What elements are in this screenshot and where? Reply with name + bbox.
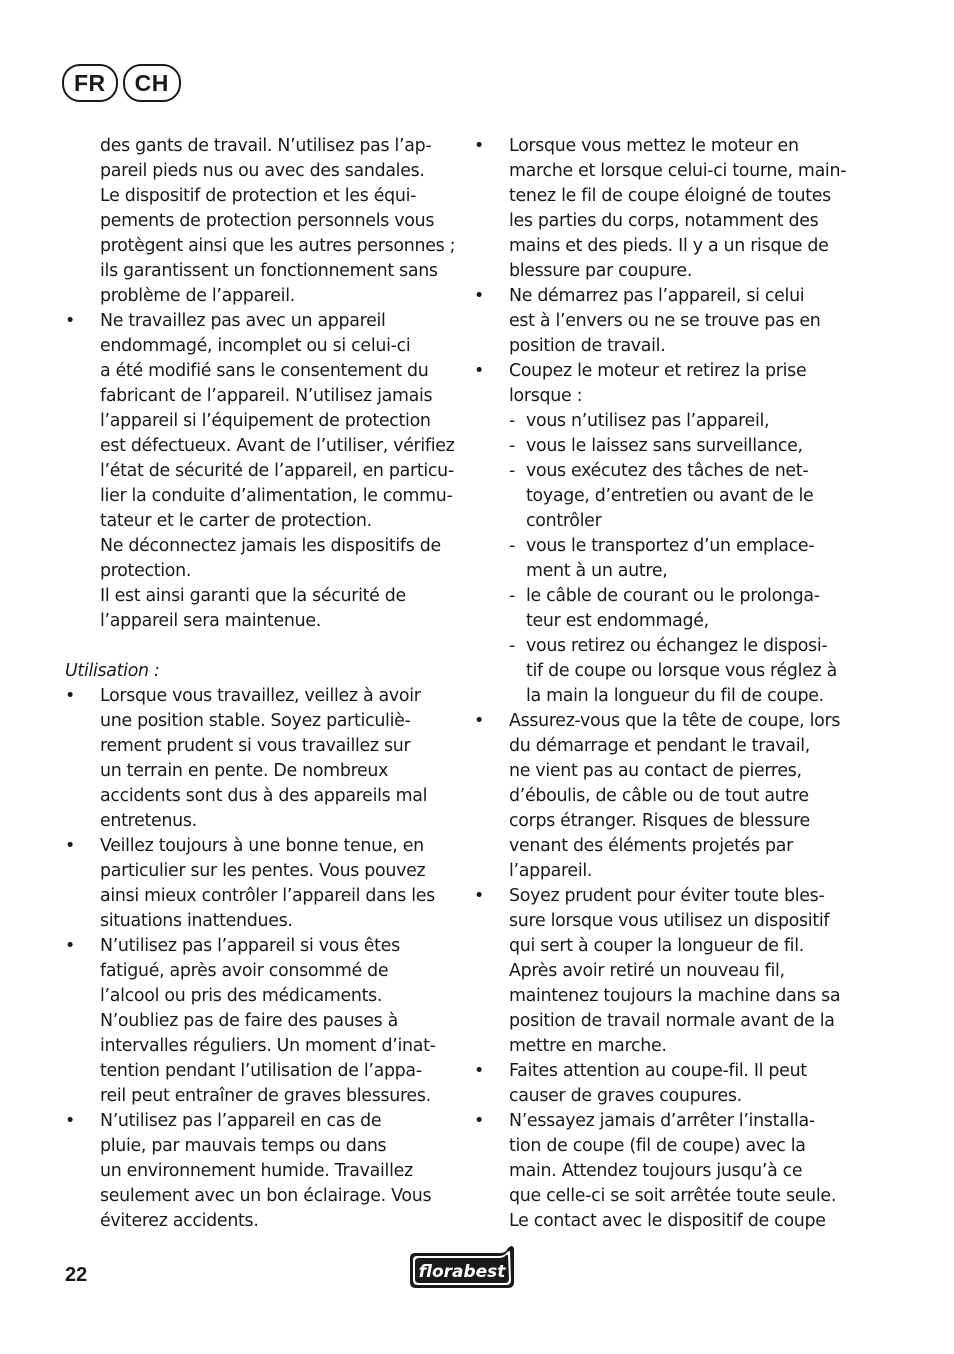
text-line: N’utilisez pas l’appareil si vous êtes bbox=[100, 936, 400, 956]
dash-icon: - bbox=[509, 461, 515, 481]
language-badge-fr: FR bbox=[62, 64, 118, 102]
text-line: pareil pieds nus ou avec des sandales. bbox=[100, 161, 425, 181]
logo-text: florabest bbox=[418, 1262, 506, 1282]
bullet-item bbox=[65, 1109, 460, 1234]
sub-list-item bbox=[509, 634, 874, 709]
text-line: mains et des pieds. Il y a un risque de bbox=[509, 236, 829, 256]
text-line: vous n’utilisez pas l’appareil, bbox=[526, 411, 770, 431]
text-line: position de travail normale avant de la bbox=[509, 1011, 835, 1031]
bullet-item bbox=[65, 309, 460, 634]
text-line: qui sert à couper la longueur de fil. bbox=[509, 936, 804, 956]
text-line: endommagé, incomplet ou si celui-ci bbox=[100, 336, 411, 356]
text-line: pluie, par mauvais temps ou dans bbox=[100, 1136, 387, 1156]
text-line: N’essayez jamais d’arrêter l’installa- bbox=[509, 1111, 815, 1131]
text-line: N’utilisez pas l’appareil en cas de bbox=[100, 1111, 382, 1131]
text-line: Assurez-vous que la tête de coupe, lors bbox=[509, 711, 841, 731]
bullet-item bbox=[474, 709, 874, 884]
dash-icon: - bbox=[509, 411, 515, 431]
text-line: tenez le fil de coupe éloigné de toutes bbox=[509, 186, 831, 206]
bullet-icon: • bbox=[474, 286, 484, 306]
bullet-icon: • bbox=[65, 1111, 75, 1131]
florabest-logo bbox=[404, 1244, 520, 1290]
text-line: intervalles réguliers. Un moment d’inat- bbox=[100, 1036, 436, 1056]
text-line: un terrain en pente. De nombreux bbox=[100, 761, 389, 781]
text-line: lier la conduite d’alimentation, le commu- bbox=[100, 486, 453, 506]
text-line: Après avoir retiré un nouveau fil, bbox=[509, 961, 785, 981]
paragraph-spacer bbox=[65, 634, 460, 659]
bullet-icon: • bbox=[474, 361, 484, 381]
sub-list-item bbox=[509, 584, 874, 634]
text-line: ne vient pas au contact de pierres, bbox=[509, 761, 802, 781]
bullet-item bbox=[474, 1059, 874, 1109]
text-line: Il est ainsi garanti que la sécurité de bbox=[100, 586, 406, 606]
text-line: la main la longueur du fil de coupe. bbox=[526, 686, 824, 706]
text-line: le câble de courant ou le prolonga- bbox=[526, 586, 820, 606]
bullet-icon: • bbox=[474, 1061, 484, 1081]
text-line: contrôler bbox=[526, 511, 602, 531]
bullet-icon: • bbox=[65, 836, 75, 856]
bullet-item bbox=[474, 134, 874, 284]
dash-icon: - bbox=[509, 586, 515, 606]
text-line: d’éboulis, de câble ou de tout autre bbox=[509, 786, 809, 806]
text-line: Le dispositif de protection et les équi- bbox=[100, 186, 417, 206]
text-line: lorsque : bbox=[509, 386, 583, 406]
text-line: vous le laissez sans surveillance, bbox=[526, 436, 803, 456]
text-line: teur est endommagé, bbox=[526, 611, 709, 631]
text-line: a été modifié sans le consentement du bbox=[100, 361, 429, 381]
bullet-item bbox=[65, 684, 460, 834]
sub-list-item bbox=[509, 409, 874, 434]
text-line: vous le transportez d’un emplace- bbox=[526, 536, 815, 556]
page-number: 22 bbox=[65, 1264, 88, 1286]
bullet-item bbox=[474, 284, 874, 359]
dash-icon: - bbox=[509, 536, 515, 556]
text-line: tention pendant l’utilisation de l’appa- bbox=[100, 1061, 422, 1081]
text-line: venant des éléments projetés par bbox=[509, 836, 793, 856]
text-line: Lorsque vous travaillez, veillez à avoir bbox=[100, 686, 421, 706]
text-line: Faites attention au coupe-fil. Il peut bbox=[509, 1061, 807, 1081]
text-line: reil peut entraîner de graves blessures. bbox=[100, 1086, 431, 1106]
text-line: est à l’envers ou ne se trouve pas en bbox=[509, 311, 821, 331]
text-line: tif de coupe ou lorsque vous réglez à bbox=[526, 661, 838, 681]
text-line: Lorsque vous mettez le moteur en bbox=[509, 136, 799, 156]
text-line: l’appareil. bbox=[509, 861, 593, 881]
text-line: Veillez toujours à une bonne tenue, en bbox=[100, 836, 424, 856]
text-line: entretenus. bbox=[100, 811, 197, 831]
bullet-icon: • bbox=[474, 136, 484, 156]
text-line: marche et lorsque celui-ci tourne, main- bbox=[509, 161, 847, 181]
sub-list-item bbox=[509, 459, 874, 534]
text-line: corps étranger. Risques de blessure bbox=[509, 811, 810, 831]
bullet-icon: • bbox=[65, 686, 75, 706]
text-line: Coupez le moteur et retirez la prise bbox=[509, 361, 807, 381]
text-line: causer de graves coupures. bbox=[509, 1086, 742, 1106]
language-badges bbox=[62, 64, 181, 102]
text-line: Ne travaillez pas avec un appareil bbox=[100, 311, 386, 331]
intro-paragraph bbox=[65, 134, 460, 309]
text-line: vous retirez ou échangez le disposi- bbox=[526, 636, 828, 656]
text-line: une position stable. Soyez particuliè- bbox=[100, 711, 411, 731]
text-line: ment à un autre, bbox=[526, 561, 668, 581]
bullet-icon: • bbox=[474, 711, 484, 731]
text-line: protection. bbox=[100, 561, 192, 581]
bullet-icon: • bbox=[474, 1111, 484, 1131]
text-line: seulement avec un bon éclairage. Vous bbox=[100, 1186, 432, 1206]
text-line: Ne démarrez pas l’appareil, si celui bbox=[509, 286, 805, 306]
left-column bbox=[65, 134, 460, 1234]
text-line: situations inattendues. bbox=[100, 911, 293, 931]
text-line: du démarrage et pendant le travail, bbox=[509, 736, 811, 756]
section-heading: Utilisation : bbox=[65, 661, 160, 681]
text-line: blessure par coupure. bbox=[509, 261, 693, 281]
text-line: l’état de sécurité de l’appareil, en particu- bbox=[100, 461, 454, 481]
text-line: des gants de travail. N’utilisez pas l’ap- bbox=[100, 136, 432, 156]
text-line: tateur et le carter de protection. bbox=[100, 511, 372, 531]
text-line: l’appareil si l’équipement de protection bbox=[100, 411, 431, 431]
text-line: particulier sur les pentes. Vous pouvez bbox=[100, 861, 426, 881]
sub-list-item bbox=[509, 534, 874, 584]
text-line: tion de coupe (fil de coupe) avec la bbox=[509, 1136, 806, 1156]
dash-icon: - bbox=[509, 436, 515, 456]
bullet-item bbox=[65, 934, 460, 1109]
text-line: N’oubliez pas de faire des pauses à bbox=[100, 1011, 398, 1031]
text-line: vous exécutez des tâches de net- bbox=[526, 461, 809, 481]
text-line: fatigué, après avoir consommé de bbox=[100, 961, 389, 981]
text-line: protègent ainsi que les autres personnes ; bbox=[100, 236, 456, 256]
bullet-item bbox=[65, 834, 460, 934]
text-line: mettre en marche. bbox=[509, 1036, 667, 1056]
text-line: Le contact avec le dispositif de coupe bbox=[509, 1211, 826, 1231]
text-line: l’alcool ou pris des médicaments. bbox=[100, 986, 383, 1006]
text-line: l’appareil sera maintenue. bbox=[100, 611, 321, 631]
text-line: que celle-ci se soit arrêtée toute seule. bbox=[509, 1186, 837, 1206]
bullet-icon: • bbox=[65, 936, 75, 956]
text-line: position de travail. bbox=[509, 336, 666, 356]
text-line: pements de protection personnels vous bbox=[100, 211, 435, 231]
right-column bbox=[474, 134, 874, 1234]
text-line: sure lorsque vous utilisez un dispositif bbox=[509, 911, 830, 931]
text-line: ils garantissent un fonctionnement sans bbox=[100, 261, 438, 281]
text-line: Ne déconnectez jamais les dispositifs de bbox=[100, 536, 441, 556]
text-line: accidents sont dus à des appareils mal bbox=[100, 786, 428, 806]
text-line: main. Attendez toujours jusqu’à ce bbox=[509, 1161, 803, 1181]
text-line: ainsi mieux contrôler l’appareil dans les bbox=[100, 886, 435, 906]
text-line: Soyez prudent pour éviter toute bles- bbox=[509, 886, 825, 906]
text-line: éviterez accidents. bbox=[100, 1211, 259, 1231]
text-line: maintenez toujours la machine dans sa bbox=[509, 986, 841, 1006]
text-line: rement prudent si vous travaillez sur bbox=[100, 736, 411, 756]
text-line: problème de l’appareil. bbox=[100, 286, 295, 306]
bullet-item bbox=[474, 359, 874, 409]
dash-icon: - bbox=[509, 636, 515, 656]
bullet-icon: • bbox=[65, 311, 75, 331]
bullet-icon: • bbox=[474, 886, 484, 906]
text-line: toyage, d’entretien ou avant de le bbox=[526, 486, 814, 506]
text-line: est défectueux. Avant de l’utiliser, vérifiez bbox=[100, 436, 455, 456]
bullet-item bbox=[474, 1109, 874, 1234]
language-badge-ch: CH bbox=[123, 64, 181, 102]
sub-list-item bbox=[509, 434, 874, 459]
text-line: les parties du corps, notamment des bbox=[509, 211, 819, 231]
bullet-item bbox=[474, 884, 874, 1059]
text-line: un environnement humide. Travaillez bbox=[100, 1161, 413, 1181]
text-line: fabricant de l’appareil. N’utilisez jamais bbox=[100, 386, 433, 406]
